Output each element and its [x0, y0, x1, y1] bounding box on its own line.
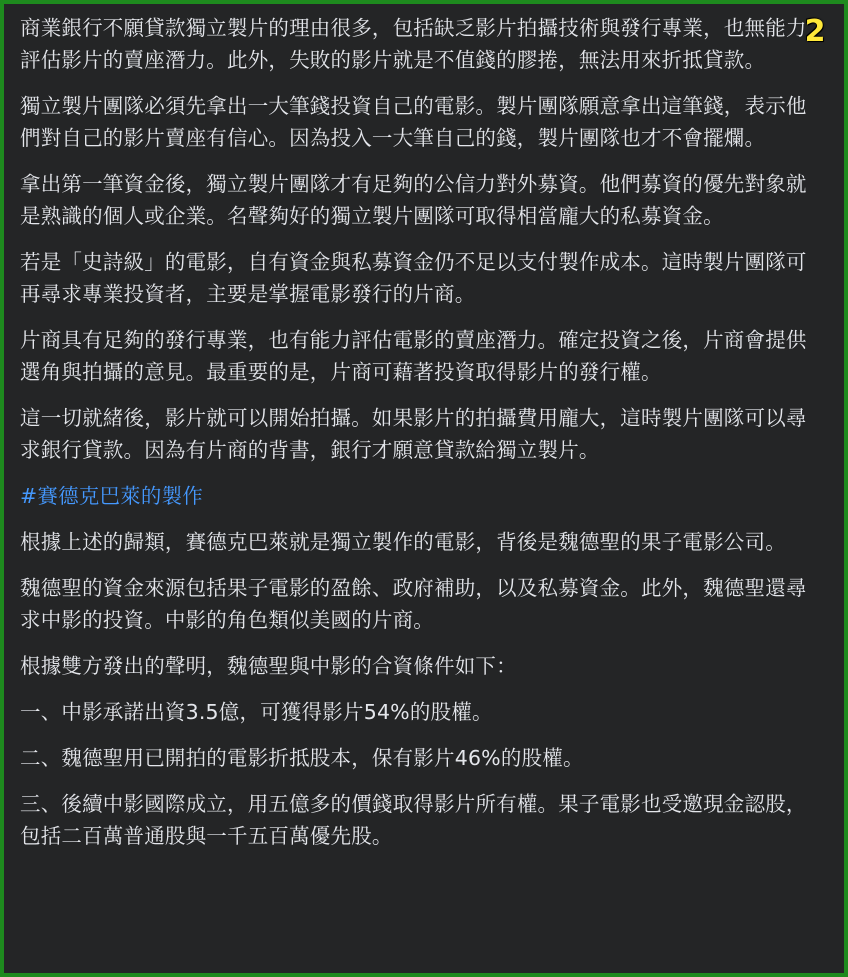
post-container — [4, 4, 844, 973]
paragraph: 獨立製片團隊必須先拿出一大筆錢投資自己的電影。製片團隊願意拿出這筆錢，表示他們對自己的影片賣座有信心。因為投入一大筆自己的錢，製片團隊也才不會擺爛。 — [20, 94, 807, 150]
paragraph: 二、魏德聖用已開拍的電影折抵股本，保有影片46%的股權。 — [20, 746, 584, 770]
paragraph: 商業銀行不願貸款獨立製片的理由很多，包括缺乏影片拍攝技術與發行專業，也無能力評估影片的賣座潛力。此外，失敗的影片就是不值錢的膠捲，無法用來折抵貸款。 — [20, 16, 807, 72]
paragraph: 根據雙方發出的聲明，魏德聖與中影的合資條件如下： — [20, 654, 517, 678]
hashtag-link[interactable]: #賽德克巴萊的製作 — [20, 484, 203, 508]
paragraph: 若是「史詩級」的電影，自有資金與私募資金仍不足以支付製作成本。這時製片團隊可再尋求專業投資者，主要是掌握電影發行的片商。 — [20, 250, 807, 306]
paragraph: 拿出第一筆資金後，獨立製片團隊才有足夠的公信力對外募資。他們募資的優先對象就是熟識的個人或企業。名聲夠好的獨立製片團隊可取得相當龐大的私募資金。 — [20, 172, 807, 228]
paragraph: 三、後續中影國際成立，用五億多的價錢取得影片所有權。果子電影也受邀現金認股，包括二百萬普通股與一千五百萬優先股。 — [20, 792, 807, 848]
paragraph: 根據上述的歸類，賽德克巴萊就是獨立製作的電影，背後是魏德聖的果子電影公司。 — [20, 530, 786, 554]
post-body — [20, 12, 826, 866]
page-number-badge: 2 — [804, 13, 826, 49]
paragraph: 片商具有足夠的發行專業，也有能力評估電影的賣座潛力。確定投資之後，片商會提供選角與拍攝的意見。最重要的是，片商可藉著投資取得影片的發行權。 — [20, 328, 807, 384]
paragraph: 魏德聖的資金來源包括果子電影的盈餘、政府補助，以及私募資金。此外，魏德聖還尋求中影的投資。中影的角色類似美國的片商。 — [20, 576, 807, 632]
paragraph: 這一切就緒後，影片就可以開始拍攝。如果影片的拍攝費用龐大，這時製片團隊可以尋求銀行貸款。因為有片商的背書，銀行才願意貸款給獨立製片。 — [20, 406, 807, 462]
paragraph: 一、中影承諾出資3.5億，可獲得影片54%的股權。 — [20, 700, 493, 724]
